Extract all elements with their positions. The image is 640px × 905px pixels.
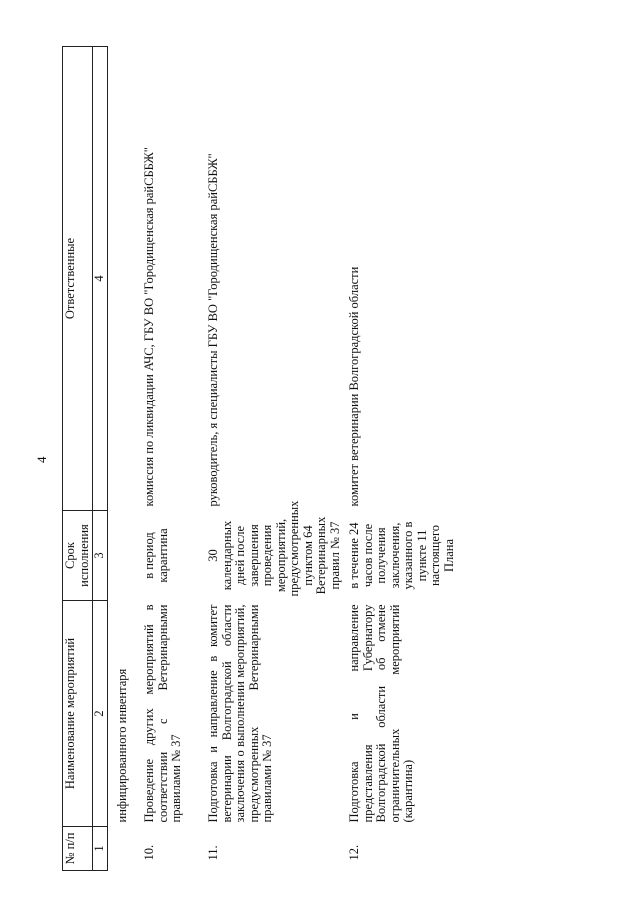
- header-responsible: Ответственные: [63, 47, 93, 511]
- continuation-text: инфицированного инвентаря: [114, 668, 129, 823]
- column-number-row: [93, 47, 108, 871]
- header-num: № п/п: [63, 827, 93, 871]
- row-number: 11.: [206, 845, 220, 861]
- column-number: 3: [93, 511, 108, 601]
- row-responsible: комитет ветеринарии Волгоградской области: [347, 266, 361, 507]
- row-responsible: руководитель, я специалисты ГБУ ВО "Городищенская райСББЖ": [206, 153, 220, 507]
- table-row: [201, 47, 342, 871]
- header-name: Наименование мероприятий: [63, 601, 93, 827]
- row-number: 10.: [142, 844, 156, 861]
- row-term: в течение 24 часов после получения заключения, указанного в пункте 11 настоящего Плана: [347, 521, 456, 590]
- header-row: [63, 47, 93, 871]
- column-number: 1: [93, 827, 108, 871]
- row-measure: Подготовка и направление представления Губернатору Волгоградской области об отмене ограничительных мероприятий (карантина): [347, 604, 415, 823]
- row-measure: Подготовка и направление в комитет ветеринарии Волгоградской области заключения о выполнении мероприятий, предусмотренных Ветеринарными правилами № 37: [206, 604, 274, 823]
- measures-table: [62, 46, 456, 871]
- continuation-row: [107, 47, 137, 871]
- page-number: 4: [34, 456, 49, 463]
- row-responsible: комиссия по ликвидации АЧС, ГБУ ВО "Городищенская райСББЖ": [142, 147, 156, 507]
- row-number: 12.: [347, 844, 361, 861]
- column-number: 2: [93, 601, 108, 827]
- table-row: [342, 47, 456, 871]
- table-row: [137, 47, 201, 871]
- row-term: в период карантина: [142, 528, 170, 583]
- row-measure: Проведение других мероприятий в соответствии с Ветеринарными правилами № 37: [142, 604, 183, 823]
- row-term: 30 календарных дней после завершения проведения мероприятий, предусмотренных пунктом 64 Ветеринарных правил № 37: [206, 500, 342, 597]
- column-number: 4: [93, 47, 108, 511]
- header-term: Срок исполнения: [63, 511, 93, 601]
